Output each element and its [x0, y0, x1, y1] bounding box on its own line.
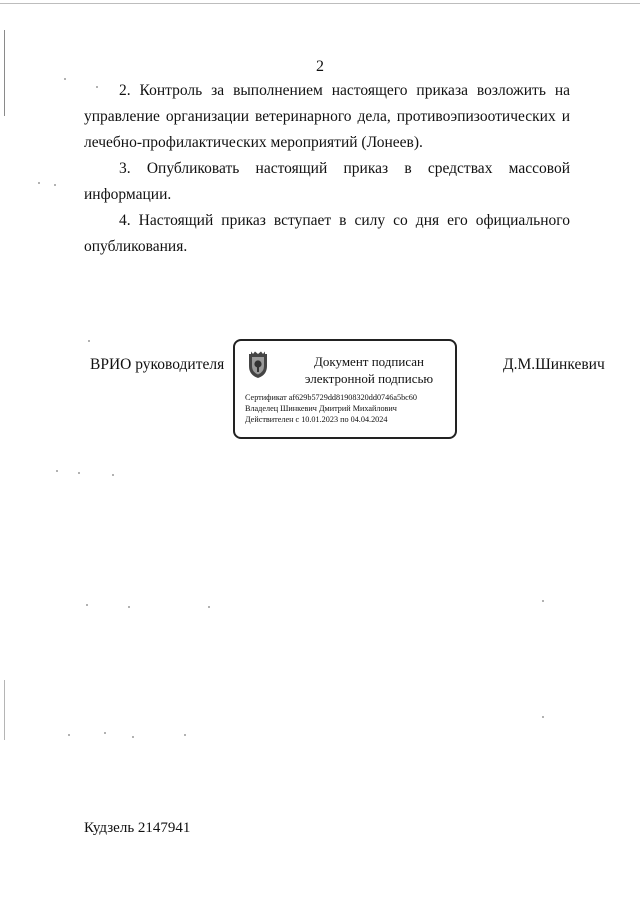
stamp-title [285, 353, 453, 387]
scan-speck [54, 184, 56, 186]
scan-speck [78, 472, 80, 474]
paragraph-2: 2. Контроль за выполнением настоящего приказа возложить на управление организации ветеринарного дела, противоэпизоотических и лечебно-профилактических мероприятий (Лонеев). [84, 82, 570, 151]
coat-of-arms-emblem [247, 351, 269, 379]
stamp-owner: Владелец Шинкевич Дмитрий Михайлович [245, 404, 397, 413]
stamp-certificate: Сертификат af629b5729dd81908320dd0746a5bc60 [245, 393, 417, 402]
e-signature-stamp [233, 339, 457, 439]
signatory-name: Д.М.Шинкевич [503, 356, 605, 373]
scan-speck [542, 716, 544, 718]
scan-speck [112, 474, 114, 476]
scan-speck [132, 736, 134, 738]
paragraph-3: 3. Опубликовать настоящий приказ в средствах массовой информации. [84, 160, 570, 203]
scan-speck [88, 340, 90, 342]
stamp-title-line: электронной подписью [304, 371, 434, 386]
signatory-position: ВРИО руководителя [90, 356, 225, 373]
scan-speck [86, 604, 88, 606]
stamp-title-line: Документ подписан [314, 354, 424, 369]
scan-speck [128, 606, 130, 608]
stamp-validity: Действителен с 10.01.2023 по 04.04.2024 [245, 415, 388, 424]
scan-speck [64, 78, 66, 80]
scan-speck [184, 734, 186, 736]
scan-speck [68, 734, 70, 736]
scan-speck [542, 600, 544, 602]
scan-left-edge-mark [4, 680, 5, 740]
document-footer: Кудзель 2147941 [84, 820, 191, 836]
scan-speck [38, 182, 40, 184]
paragraph-4: 4. Настоящий приказ вступает в силу со дня его официального опубликования. [84, 212, 570, 255]
scan-speck [56, 470, 58, 472]
page-number: 2 [316, 58, 324, 75]
scan-speck [104, 732, 106, 734]
scan-speck [208, 606, 210, 608]
scan-top-edge [0, 3, 640, 4]
